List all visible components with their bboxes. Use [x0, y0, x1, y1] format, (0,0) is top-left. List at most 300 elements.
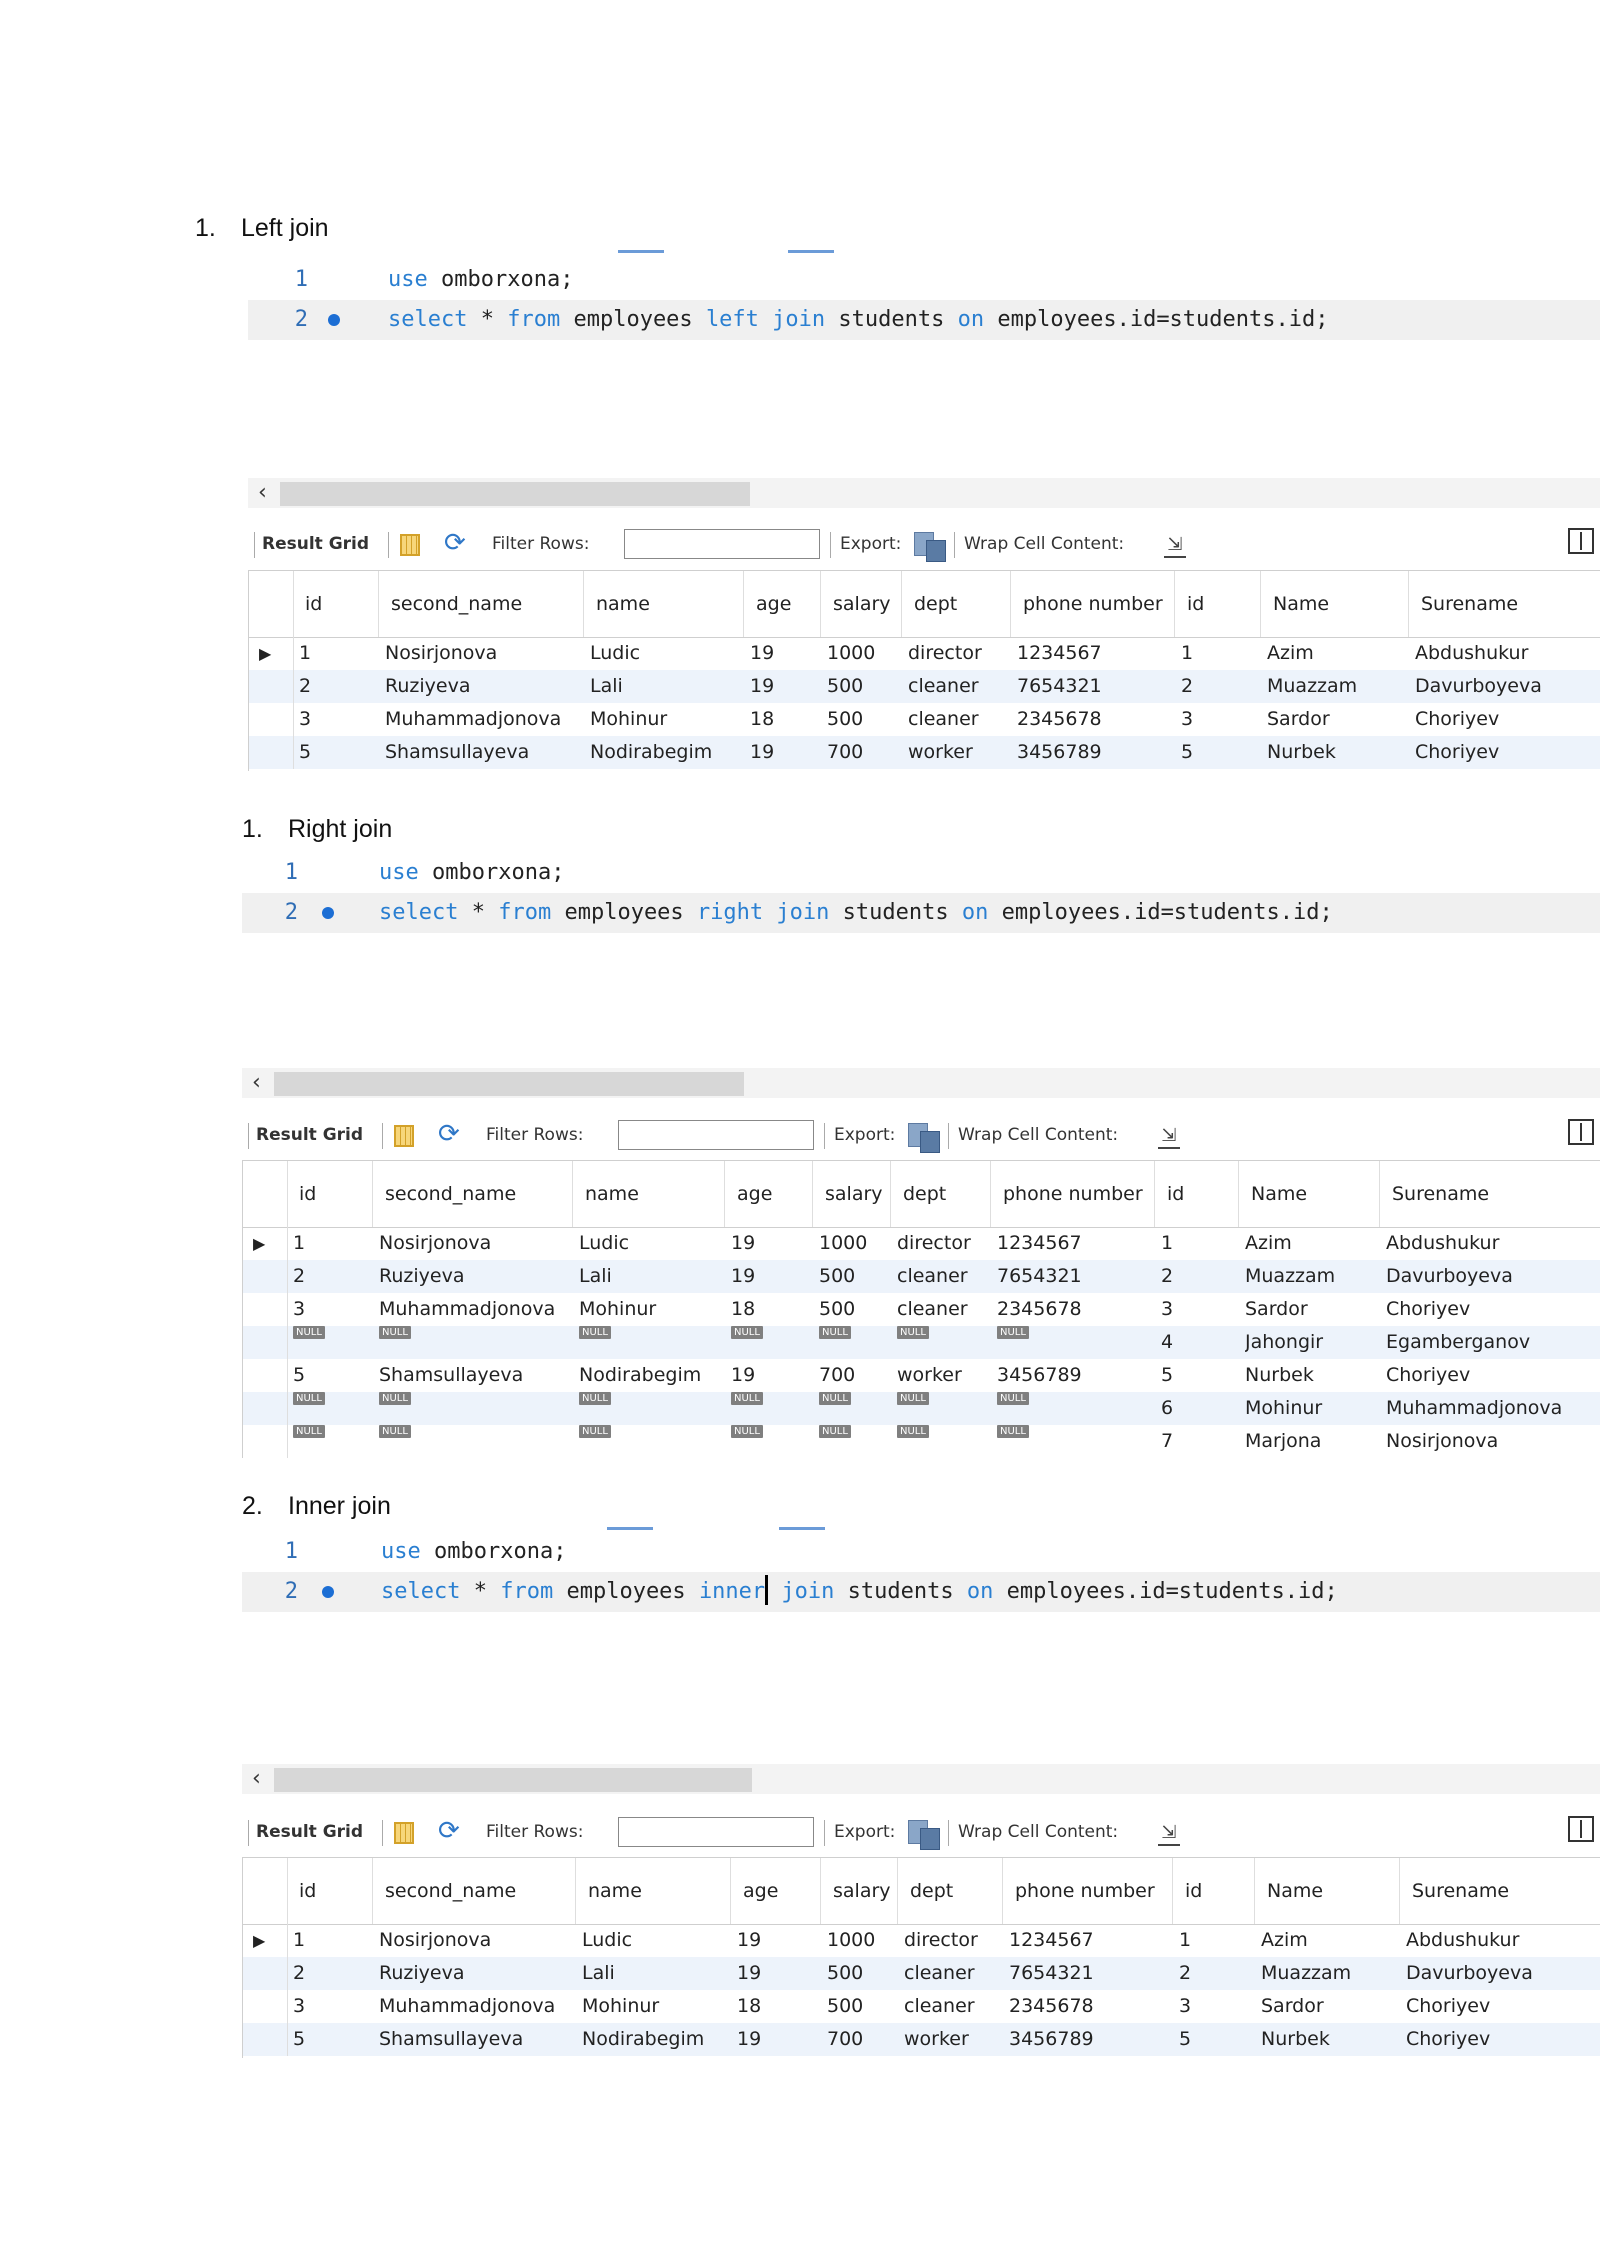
table-cell[interactable]: 6: [1161, 1397, 1174, 1419]
table-cell[interactable]: 1000: [827, 642, 876, 664]
sql-code[interactable]: select * from employees inner join students on employees.id=students.id;: [381, 1572, 1338, 1612]
table-cell[interactable]: [819, 1392, 889, 1425]
sql-code[interactable]: select * from employees right join students on employees.id=students.id;: [379, 900, 1333, 925]
row-header-cell[interactable]: [243, 1990, 288, 2023]
row-header-cell[interactable]: [243, 1326, 288, 1359]
table-cell[interactable]: cleaner: [904, 1962, 975, 1984]
code-line[interactable]: [248, 260, 1600, 300]
filter-rows-input[interactable]: [624, 529, 820, 559]
table-cell[interactable]: Shamsullayeva: [385, 741, 530, 763]
table-row[interactable]: [249, 703, 1600, 736]
table-cell[interactable]: Davurboyeva: [1386, 1265, 1513, 1287]
left-join-screenshot: [248, 250, 1600, 808]
table-cell[interactable]: director: [897, 1232, 971, 1254]
null-badge: NULL: [731, 1425, 763, 1438]
table-cell[interactable]: [731, 1425, 811, 1458]
scroll-left-arrow-icon[interactable]: ‹: [258, 480, 267, 505]
code-line[interactable]: [242, 853, 1600, 893]
table-cell[interactable]: worker: [908, 741, 973, 763]
result-toolbar: [248, 524, 1600, 564]
table-cell[interactable]: [379, 1326, 571, 1359]
table-cell[interactable]: 500: [827, 708, 864, 730]
table-cell[interactable]: Muhammadjonova: [379, 1995, 556, 2017]
line-number: 2: [284, 1579, 298, 1604]
text-cursor: [765, 1575, 768, 1605]
table-row[interactable]: [243, 1990, 1600, 2023]
filter-rows-label: Filter Rows:: [486, 1822, 584, 1842]
row-header-cell[interactable]: [243, 2023, 288, 2056]
table-cell[interactable]: worker: [904, 2028, 969, 2050]
code-line[interactable]: [242, 1572, 1600, 1612]
table-cell[interactable]: Jahongir: [1245, 1331, 1324, 1353]
table-cell[interactable]: Choriyev: [1415, 708, 1500, 730]
table-cell[interactable]: Choriyev: [1415, 741, 1500, 763]
table-cell[interactable]: 5: [299, 741, 312, 763]
table-cell[interactable]: Lali: [590, 675, 623, 697]
table-cell[interactable]: [293, 1326, 371, 1359]
table-cell[interactable]: 2: [293, 1265, 306, 1287]
line-number: 2: [284, 900, 298, 925]
table-cell[interactable]: 7654321: [1009, 1962, 1094, 1984]
table-cell[interactable]: 7: [1161, 1430, 1174, 1452]
table-cell[interactable]: Lali: [579, 1265, 612, 1287]
table-cell[interactable]: 2345678: [997, 1298, 1082, 1320]
scrollbar-thumb[interactable]: [274, 1072, 744, 1096]
current-row-arrow-icon: ▶: [253, 1931, 266, 1950]
wrap-cell-content-label: Wrap Cell Content:: [964, 534, 1125, 554]
null-badge: NULL: [293, 1425, 325, 1438]
table-cell[interactable]: Nurbek: [1261, 2028, 1330, 2050]
table-cell[interactable]: Nodirabegim: [582, 2028, 705, 2050]
column-header[interactable]: second_name: [373, 1161, 573, 1227]
table-row[interactable]: [243, 1326, 1600, 1359]
column-header[interactable]: age: [725, 1161, 813, 1227]
table-cell[interactable]: 18: [731, 1298, 756, 1320]
column-header[interactable]: second_name: [379, 571, 584, 637]
table-cell[interactable]: [997, 1326, 1153, 1359]
column-header[interactable]: name: [573, 1161, 725, 1227]
table-cell[interactable]: 5: [293, 1364, 306, 1386]
table-cell[interactable]: 500: [827, 1995, 864, 2017]
table-cell[interactable]: 1: [293, 1232, 306, 1254]
table-cell[interactable]: cleaner: [904, 1995, 975, 2017]
heading-inner-join: 2. Inner join: [242, 1492, 391, 1520]
table-cell[interactable]: Muazzam: [1261, 1962, 1352, 1984]
export-icon[interactable]: [914, 532, 944, 560]
sql-keyword: join: [772, 307, 826, 332]
table-row[interactable]: [243, 1227, 1600, 1260]
line-number: 1: [284, 1539, 298, 1564]
table-cell[interactable]: 700: [827, 741, 864, 763]
table-cell[interactable]: 1000: [827, 1929, 876, 1951]
table-row[interactable]: [243, 1293, 1600, 1326]
scrollbar-thumb[interactable]: [274, 1768, 752, 1792]
column-header[interactable]: age: [731, 1858, 821, 1924]
horizontal-scrollbar[interactable]: [248, 478, 1600, 508]
sql-code[interactable]: use omborxona;: [381, 1539, 567, 1564]
sql-code[interactable]: select * from employees left join students on employees.id=students.id;: [388, 307, 1329, 332]
table-cell[interactable]: [897, 1425, 989, 1458]
column-header[interactable]: age: [744, 571, 821, 637]
column-header[interactable]: phone number: [1003, 1858, 1173, 1924]
result-toolbar: [242, 1812, 1600, 1852]
scroll-left-arrow-icon[interactable]: ‹: [252, 1766, 261, 1791]
result-grid: [242, 1160, 1600, 1458]
table-cell[interactable]: 1: [1179, 1929, 1192, 1951]
table-cell[interactable]: 1000: [819, 1232, 868, 1254]
table-cell[interactable]: Mohinur: [1245, 1397, 1323, 1419]
table-cell[interactable]: 19: [750, 741, 775, 763]
table-cell[interactable]: [819, 1326, 889, 1359]
table-cell[interactable]: Ruziyeva: [379, 1962, 465, 1984]
code-line[interactable]: [248, 300, 1600, 340]
table-cell[interactable]: 2: [1181, 675, 1194, 697]
sql-keyword: select: [388, 307, 468, 332]
grid-header: [243, 1858, 1600, 1925]
row-header-cell[interactable]: [243, 1392, 288, 1425]
table-cell[interactable]: Lali: [582, 1962, 615, 1984]
table-cell[interactable]: Mohinur: [579, 1298, 657, 1320]
table-cell[interactable]: Muhammadjonova: [379, 1298, 556, 1320]
toolbar-separator: [954, 532, 955, 558]
table-cell[interactable]: [579, 1326, 723, 1359]
table-cell[interactable]: 5: [1161, 1364, 1174, 1386]
table-cell[interactable]: Marjona: [1245, 1430, 1322, 1452]
code-line[interactable]: [242, 893, 1600, 933]
column-header[interactable]: dept: [898, 1858, 1003, 1924]
table-cell[interactable]: 1: [293, 1929, 306, 1951]
table-cell[interactable]: Choriyev: [1406, 1995, 1491, 2017]
table-row[interactable]: [243, 1957, 1600, 1990]
code-line[interactable]: [242, 1532, 1600, 1572]
null-badge: NULL: [819, 1392, 851, 1405]
scrollbar-thumb[interactable]: [280, 482, 750, 506]
table-cell[interactable]: Nurbek: [1245, 1364, 1314, 1386]
column-header[interactable]: name: [584, 571, 744, 637]
current-row-arrow-icon: ▶: [259, 644, 272, 663]
row-header-cell[interactable]: [243, 1227, 288, 1260]
wrap-cell-icon[interactable]: ⇲: [1164, 534, 1186, 558]
table-row[interactable]: [243, 1260, 1600, 1293]
column-header[interactable]: phone number: [1011, 571, 1175, 637]
column-header[interactable]: id: [293, 571, 379, 637]
grid-view-icon[interactable]: [400, 534, 420, 556]
table-cell[interactable]: Ruziyeva: [379, 1265, 465, 1287]
table-cell[interactable]: 2345678: [1009, 1995, 1094, 2017]
editor-tab-mark: [788, 250, 834, 253]
table-cell[interactable]: [293, 1425, 371, 1458]
sql-code[interactable]: use omborxona;: [388, 267, 574, 292]
table-cell[interactable]: Muazzam: [1245, 1265, 1336, 1287]
table-cell[interactable]: Egamberganov: [1386, 1331, 1531, 1353]
wrap-cell-icon[interactable]: ⇲: [1158, 1125, 1180, 1149]
column-header[interactable]: second_name: [373, 1858, 576, 1924]
table-cell[interactable]: Ruziyeva: [385, 675, 471, 697]
row-header-column: [249, 571, 294, 637]
result-grid-tab[interactable]: Result Grid: [256, 1822, 364, 1842]
column-header[interactable]: salary: [813, 1161, 891, 1227]
table-cell[interactable]: Davurboyeva: [1415, 675, 1542, 697]
null-badge: NULL: [731, 1326, 763, 1339]
table-cell[interactable]: 3: [1179, 1995, 1192, 2017]
table-cell[interactable]: Nosirjonova: [379, 1929, 492, 1951]
table-cell[interactable]: Azim: [1245, 1232, 1292, 1254]
table-cell[interactable]: 1: [1181, 642, 1194, 664]
row-header-column: [243, 1858, 288, 1924]
breakpoint-dot-icon: [322, 1586, 334, 1598]
column-header[interactable]: phone number: [991, 1161, 1155, 1227]
table-cell[interactable]: 2: [1179, 1962, 1192, 1984]
toolbar-separator: [824, 1820, 825, 1846]
table-cell[interactable]: Shamsullayeva: [379, 1364, 524, 1386]
table-cell[interactable]: Nodirabegim: [579, 1364, 702, 1386]
table-cell[interactable]: cleaner: [908, 708, 979, 730]
result-grid: [248, 570, 1600, 771]
table-cell[interactable]: 500: [819, 1265, 856, 1287]
table-cell[interactable]: [579, 1425, 723, 1458]
table-row[interactable]: [249, 670, 1600, 703]
table-cell[interactable]: Mohinur: [582, 1995, 660, 2017]
result-grid-tab[interactable]: Result Grid: [262, 534, 370, 554]
row-header-cell[interactable]: [243, 1359, 288, 1392]
table-cell[interactable]: [293, 1392, 371, 1425]
column-header[interactable]: id: [1155, 1161, 1239, 1227]
column-header[interactable]: Name: [1239, 1161, 1380, 1227]
column-header[interactable]: id: [287, 1161, 373, 1227]
table-cell[interactable]: Mohinur: [590, 708, 668, 730]
table-cell[interactable]: [731, 1326, 811, 1359]
table-cell[interactable]: 2345678: [1017, 708, 1102, 730]
export-icon[interactable]: [908, 1820, 938, 1848]
toggle-panel-icon[interactable]: [1568, 528, 1594, 554]
scroll-left-arrow-icon[interactable]: ‹: [252, 1070, 261, 1095]
null-badge: NULL: [819, 1425, 851, 1438]
table-row[interactable]: [243, 1924, 1600, 1957]
horizontal-scrollbar[interactable]: [242, 1764, 1600, 1794]
table-cell[interactable]: Nurbek: [1267, 741, 1336, 763]
column-header[interactable]: Surename: [1380, 1161, 1600, 1227]
table-cell[interactable]: 3: [299, 708, 312, 730]
table-cell[interactable]: [997, 1425, 1153, 1458]
table-cell[interactable]: 3456789: [997, 1364, 1082, 1386]
table-cell[interactable]: Choriyev: [1386, 1298, 1471, 1320]
table-cell[interactable]: 19: [737, 2028, 762, 2050]
table-cell[interactable]: Muazzam: [1267, 675, 1358, 697]
table-row[interactable]: [243, 2023, 1600, 2056]
filter-rows-input[interactable]: [618, 1120, 814, 1150]
result-grid: [242, 1857, 1600, 2058]
column-header[interactable]: name: [576, 1858, 731, 1924]
table-cell[interactable]: [897, 1326, 989, 1359]
table-cell[interactable]: cleaner: [897, 1265, 968, 1287]
table-cell[interactable]: 19: [750, 642, 775, 664]
table-cell[interactable]: [997, 1392, 1153, 1425]
table-cell[interactable]: 500: [819, 1298, 856, 1320]
row-header-cell[interactable]: [243, 1260, 288, 1293]
table-cell[interactable]: Sardor: [1245, 1298, 1308, 1320]
table-cell[interactable]: 2: [293, 1962, 306, 1984]
table-cell[interactable]: 19: [737, 1962, 762, 1984]
sql-keyword: on: [961, 900, 989, 925]
table-cell[interactable]: 3: [1181, 708, 1194, 730]
null-badge: NULL: [997, 1425, 1029, 1438]
grid-header: [249, 571, 1600, 638]
table-cell[interactable]: 19: [737, 1929, 762, 1951]
table-cell[interactable]: 500: [827, 1962, 864, 1984]
table-cell[interactable]: [897, 1392, 989, 1425]
table-cell[interactable]: Nosirjonova: [385, 642, 498, 664]
table-cell[interactable]: cleaner: [908, 675, 979, 697]
table-cell[interactable]: Nosirjonova: [1386, 1430, 1499, 1452]
table-cell[interactable]: 700: [827, 2028, 864, 2050]
toggle-panel-icon[interactable]: [1568, 1119, 1594, 1145]
toolbar-separator: [824, 1123, 825, 1149]
table-cell[interactable]: 19: [731, 1364, 756, 1386]
table-cell[interactable]: Choriyev: [1386, 1364, 1471, 1386]
table-cell[interactable]: 700: [819, 1364, 856, 1386]
table-cell[interactable]: 19: [731, 1232, 756, 1254]
table-cell[interactable]: Muhammadjonova: [385, 708, 562, 730]
table-cell[interactable]: Ludic: [582, 1929, 633, 1951]
table-cell[interactable]: worker: [897, 1364, 962, 1386]
table-cell[interactable]: [819, 1425, 889, 1458]
row-header-cell[interactable]: [243, 1293, 288, 1326]
table-cell[interactable]: [379, 1425, 571, 1458]
table-cell[interactable]: Davurboyeva: [1406, 1962, 1533, 1984]
table-row[interactable]: [243, 1425, 1600, 1458]
table-cell[interactable]: 18: [750, 708, 775, 730]
result-grid-tab[interactable]: Result Grid: [256, 1125, 364, 1145]
toolbar-separator: [382, 1123, 383, 1149]
table-cell[interactable]: 5: [293, 2028, 306, 2050]
breakpoint-dot-icon: [328, 314, 340, 326]
null-badge: NULL: [897, 1326, 929, 1339]
table-cell[interactable]: 7654321: [1017, 675, 1102, 697]
table-cell[interactable]: Muhammadjonova: [1386, 1397, 1563, 1419]
column-header[interactable]: id: [1175, 571, 1261, 637]
null-badge: NULL: [997, 1392, 1029, 1405]
horizontal-scrollbar[interactable]: [242, 1068, 1600, 1098]
column-header[interactable]: id: [287, 1858, 373, 1924]
table-cell[interactable]: 500: [827, 675, 864, 697]
table-cell[interactable]: Choriyev: [1406, 2028, 1491, 2050]
row-header-cell[interactable]: [243, 1924, 288, 1957]
table-row[interactable]: [243, 1359, 1600, 1392]
null-badge: NULL: [293, 1392, 325, 1405]
table-cell[interactable]: 1234567: [997, 1232, 1082, 1254]
sql-keyword: use: [381, 1539, 421, 1564]
wrap-cell-icon[interactable]: ⇲: [1158, 1822, 1180, 1846]
table-cell[interactable]: 3: [1161, 1298, 1174, 1320]
table-cell[interactable]: Abdushukur: [1415, 642, 1529, 664]
column-header[interactable]: dept: [902, 571, 1011, 637]
table-cell[interactable]: 19: [750, 675, 775, 697]
table-cell[interactable]: 3: [293, 1298, 306, 1320]
row-header-cell[interactable]: [249, 736, 294, 769]
table-cell[interactable]: 3456789: [1009, 2028, 1094, 2050]
grid-header: [243, 1161, 1600, 1228]
toggle-panel-icon[interactable]: [1568, 1816, 1594, 1842]
line-number: 1: [294, 267, 308, 292]
filter-rows-label: Filter Rows:: [486, 1125, 584, 1145]
table-cell[interactable]: Abdushukur: [1406, 1929, 1520, 1951]
table-cell[interactable]: 3456789: [1017, 741, 1102, 763]
column-header[interactable]: Name: [1255, 1858, 1400, 1924]
table-cell[interactable]: 3: [293, 1995, 306, 2017]
table-row[interactable]: [249, 736, 1600, 769]
table-cell[interactable]: 4: [1161, 1331, 1174, 1353]
row-header-cell[interactable]: [243, 1957, 288, 1990]
filter-rows-label: Filter Rows:: [492, 534, 590, 554]
table-cell[interactable]: Ludic: [590, 642, 641, 664]
table-cell[interactable]: Azim: [1267, 642, 1314, 664]
table-row[interactable]: [249, 637, 1600, 670]
table-cell[interactable]: Ludic: [579, 1232, 630, 1254]
export-icon-part: [920, 1828, 940, 1850]
heading-right-join: 1. Right join: [242, 815, 393, 843]
table-cell[interactable]: Sardor: [1261, 1995, 1324, 2017]
table-cell[interactable]: 18: [737, 1995, 762, 2017]
sql-code[interactable]: use omborxona;: [379, 860, 565, 885]
table-cell[interactable]: 1: [299, 642, 312, 664]
table-cell[interactable]: Abdushukur: [1386, 1232, 1500, 1254]
export-icon[interactable]: [908, 1123, 938, 1151]
table-cell[interactable]: 19: [731, 1265, 756, 1287]
table-cell[interactable]: Azim: [1261, 1929, 1308, 1951]
table-cell[interactable]: Shamsullayeva: [379, 2028, 524, 2050]
filter-rows-input[interactable]: [618, 1817, 814, 1847]
column-header[interactable]: id: [1173, 1858, 1255, 1924]
table-row[interactable]: [243, 1392, 1600, 1425]
column-header[interactable]: Name: [1261, 571, 1409, 637]
table-cell[interactable]: 5: [1181, 741, 1194, 763]
table-cell[interactable]: 1234567: [1009, 1929, 1094, 1951]
table-cell[interactable]: [579, 1392, 723, 1425]
row-header-cell[interactable]: [249, 670, 294, 703]
refresh-icon[interactable]: ⟳: [444, 528, 466, 558]
table-cell[interactable]: 1234567: [1017, 642, 1102, 664]
row-header-cell[interactable]: [249, 703, 294, 736]
table-cell[interactable]: [379, 1392, 571, 1425]
grid-view-icon[interactable]: [394, 1822, 414, 1844]
table-cell[interactable]: Nosirjonova: [379, 1232, 492, 1254]
column-header[interactable]: Surename: [1400, 1858, 1600, 1924]
grid-view-icon[interactable]: [394, 1125, 414, 1147]
table-cell[interactable]: director: [908, 642, 982, 664]
column-header[interactable]: salary: [821, 571, 902, 637]
export-label: Export:: [834, 1125, 896, 1145]
table-cell[interactable]: 7654321: [997, 1265, 1082, 1287]
table-cell[interactable]: Sardor: [1267, 708, 1330, 730]
table-cell[interactable]: Nodirabegim: [590, 741, 713, 763]
null-badge: NULL: [379, 1425, 411, 1438]
row-header-cell[interactable]: [249, 637, 294, 670]
column-header[interactable]: salary: [821, 1858, 898, 1924]
column-header[interactable]: dept: [891, 1161, 991, 1227]
table-cell[interactable]: [731, 1392, 811, 1425]
table-cell[interactable]: cleaner: [897, 1298, 968, 1320]
table-cell[interactable]: 1: [1161, 1232, 1174, 1254]
table-cell[interactable]: director: [904, 1929, 978, 1951]
toolbar-separator: [254, 532, 255, 558]
table-cell[interactable]: 2: [299, 675, 312, 697]
table-cell[interactable]: 2: [1161, 1265, 1174, 1287]
row-header-cell[interactable]: [243, 1425, 288, 1458]
refresh-icon[interactable]: ⟳: [438, 1119, 460, 1149]
table-cell[interactable]: 5: [1179, 2028, 1192, 2050]
column-header[interactable]: Surename: [1409, 571, 1600, 637]
refresh-icon[interactable]: ⟳: [438, 1816, 460, 1846]
